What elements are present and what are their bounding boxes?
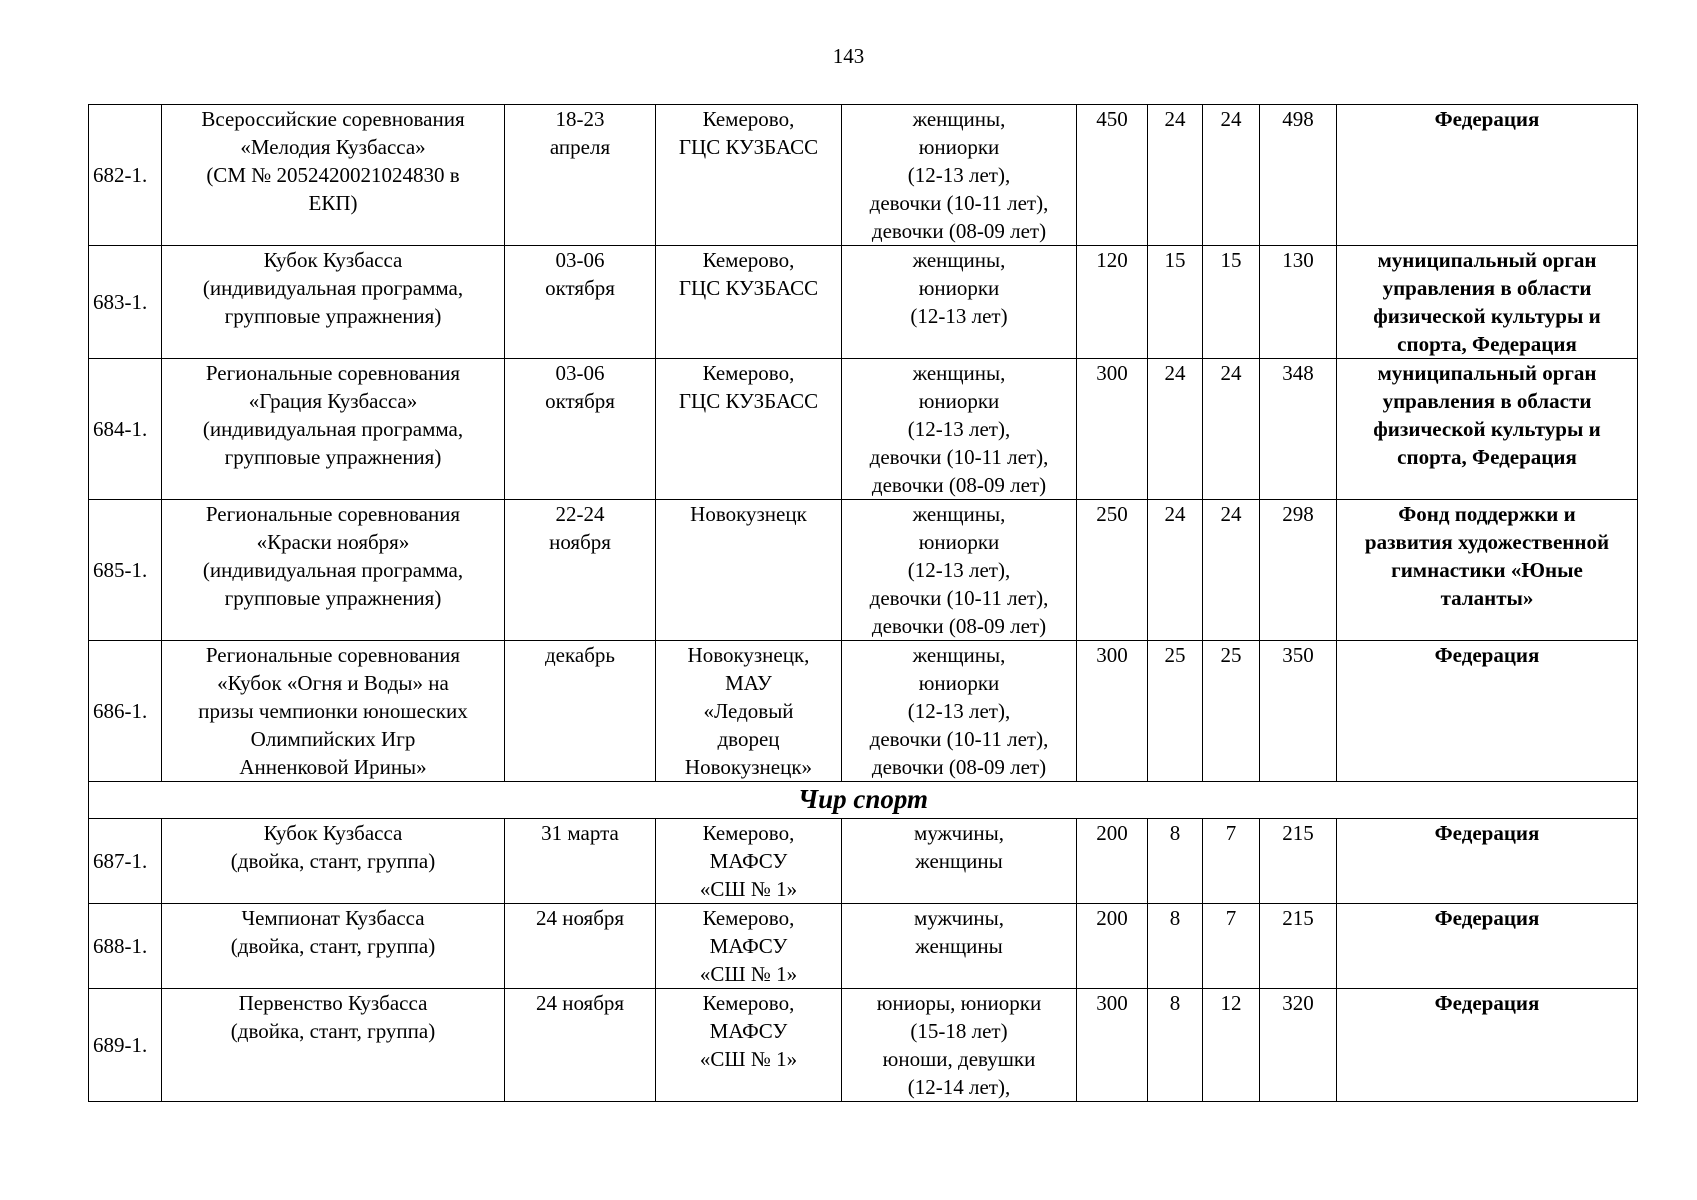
organizer-cell xyxy=(1337,500,1638,641)
table-row xyxy=(89,246,1638,359)
dates-line: ноября xyxy=(549,530,611,554)
participants-cell: 120 xyxy=(1077,246,1148,359)
event-name-cell xyxy=(162,904,505,989)
participants-cell: 300 xyxy=(1077,359,1148,500)
total-cell: 215 xyxy=(1260,819,1337,904)
table-row xyxy=(89,904,1638,989)
event-name-line: Региональные соревнования xyxy=(205,643,461,667)
groups-line: юноши, девушки xyxy=(882,1047,1036,1071)
groups-line: девочки (10-11 лет), xyxy=(869,586,1049,610)
event-name-line: групповые упражнения) xyxy=(224,586,442,610)
total-cell: 498 xyxy=(1260,105,1337,246)
organizer-line: спорта, Федерация xyxy=(1397,445,1577,469)
groups-line: девочки (08-09 лет) xyxy=(871,473,1047,497)
organizer-line: физической культуры и xyxy=(1373,304,1601,328)
count-cell: 15 xyxy=(1148,246,1203,359)
number-cell: 687-1. xyxy=(89,819,162,904)
event-name-line: «Кубок «Огня и Воды» на xyxy=(217,671,449,695)
groups-cell xyxy=(842,641,1077,782)
organizer-line: развития художественной xyxy=(1364,530,1610,554)
event-name-line: Первенство Кузбасса xyxy=(238,991,428,1015)
participants-cell: 250 xyxy=(1077,500,1148,641)
groups-line: девочки (08-09 лет) xyxy=(871,219,1047,243)
total-cell: 130 xyxy=(1260,246,1337,359)
total-cell: 350 xyxy=(1260,641,1337,782)
groups-line: девочки (10-11 лет), xyxy=(869,727,1049,751)
dates-line: октября xyxy=(545,389,615,413)
place-cell xyxy=(656,819,842,904)
count-cell: 24 xyxy=(1148,500,1203,641)
event-name-line: «Краски ноября» xyxy=(256,530,410,554)
groups-line: (12-13 лет) xyxy=(910,304,1008,328)
dates-cell xyxy=(505,641,656,782)
groups-cell xyxy=(842,246,1077,359)
event-name-cell xyxy=(162,641,505,782)
place-line: «Ледовый xyxy=(703,699,794,723)
event-name-cell xyxy=(162,500,505,641)
event-name-line: групповые упражнения) xyxy=(224,445,442,469)
organizer-cell xyxy=(1337,105,1638,246)
participants-cell: 300 xyxy=(1077,641,1148,782)
organizer-line: таланты» xyxy=(1440,586,1534,610)
place-line: ГЦС КУЗБАСС xyxy=(678,135,819,159)
count-cell: 12 xyxy=(1203,989,1260,1102)
section-row xyxy=(89,782,1638,819)
table-row xyxy=(89,500,1638,641)
place-line: МАУ xyxy=(725,671,772,695)
count-cell: 8 xyxy=(1148,989,1203,1102)
groups-cell xyxy=(842,105,1077,246)
groups-line: женщины, xyxy=(912,361,1006,385)
table-row xyxy=(89,819,1638,904)
participants-cell: 450 xyxy=(1077,105,1148,246)
place-line: «СШ № 1» xyxy=(699,877,798,901)
organizer-line: Федерация xyxy=(1434,107,1540,131)
event-name-line: Олимпийских Игр xyxy=(250,727,416,751)
dates-line: октября xyxy=(545,276,615,300)
table-row xyxy=(89,641,1638,782)
groups-line: мужчины, xyxy=(914,906,1004,930)
groups-line: (12-14 лет), xyxy=(907,1075,1011,1099)
event-name-line: Всероссийские соревнования xyxy=(201,107,465,131)
place-line: Кемерово, xyxy=(702,248,795,272)
groups-line: (12-13 лет), xyxy=(907,558,1011,582)
number-cell: 686-1. xyxy=(89,641,162,782)
organizer-line: Федерация xyxy=(1434,821,1540,845)
groups-cell xyxy=(842,500,1077,641)
groups-line: женщины, xyxy=(912,248,1006,272)
groups-line: юниорки xyxy=(918,389,1000,413)
groups-line: юниорки xyxy=(918,671,1000,695)
groups-line: юниорки xyxy=(918,276,1000,300)
organizer-cell xyxy=(1337,359,1638,500)
dates-cell xyxy=(505,989,656,1102)
place-line: дворец xyxy=(717,727,780,751)
place-line: Кемерово, xyxy=(702,361,795,385)
event-name-line: Анненковой Ирины» xyxy=(239,755,427,779)
participants-cell: 300 xyxy=(1077,989,1148,1102)
place-line: МАФСУ xyxy=(709,1019,788,1043)
table-row xyxy=(89,359,1638,500)
place-cell xyxy=(656,105,842,246)
event-name-line: (двойка, стант, группа) xyxy=(230,849,436,873)
event-name-line: (индивидуальная программа, xyxy=(202,276,464,300)
groups-line: (12-13 лет), xyxy=(907,699,1011,723)
dates-cell xyxy=(505,105,656,246)
organizer-cell xyxy=(1337,246,1638,359)
count-cell: 8 xyxy=(1148,904,1203,989)
table-row xyxy=(89,989,1638,1102)
groups-line: (12-13 лет), xyxy=(907,163,1011,187)
dates-cell xyxy=(505,500,656,641)
count-cell: 25 xyxy=(1148,641,1203,782)
event-name-line: «Мелодия Кузбасса» xyxy=(240,135,426,159)
event-name-line: (индивидуальная программа, xyxy=(202,417,464,441)
event-name-line: Кубок Кузбасса xyxy=(263,248,403,272)
dates-cell xyxy=(505,359,656,500)
place-line: «СШ № 1» xyxy=(699,1047,798,1071)
dates-line: 24 ноября xyxy=(535,991,625,1015)
number-cell: 684-1. xyxy=(89,359,162,500)
organizer-cell xyxy=(1337,989,1638,1102)
place-line: Новокузнецк xyxy=(690,502,807,526)
event-name-cell xyxy=(162,989,505,1102)
event-name-line: (двойка, стант, группа) xyxy=(230,1019,436,1043)
place-line: Кемерово, xyxy=(702,991,795,1015)
dates-line: 22-24 xyxy=(555,502,605,526)
organizer-line: Федерация xyxy=(1434,906,1540,930)
dates-line: 03-06 xyxy=(555,361,605,385)
count-cell: 24 xyxy=(1148,359,1203,500)
dates-line: 24 ноября xyxy=(535,906,625,930)
total-cell: 298 xyxy=(1260,500,1337,641)
groups-line: (12-13 лет), xyxy=(907,417,1011,441)
event-name-line: ЕКП) xyxy=(308,191,358,215)
groups-line: юниоры, юниорки xyxy=(876,991,1042,1015)
dates-line: 03-06 xyxy=(555,248,605,272)
organizer-line: Федерация xyxy=(1434,643,1540,667)
place-cell xyxy=(656,989,842,1102)
event-name-cell xyxy=(162,819,505,904)
place-line: МАФСУ xyxy=(709,849,788,873)
organizer-line: Фонд поддержки и xyxy=(1398,502,1576,526)
groups-line: женщины xyxy=(915,849,1003,873)
organizer-line: управления в области xyxy=(1382,389,1592,413)
count-cell: 24 xyxy=(1148,105,1203,246)
groups-line: мужчины, xyxy=(914,821,1004,845)
place-line: Новокузнецк» xyxy=(684,755,813,779)
count-cell: 24 xyxy=(1203,500,1260,641)
dates-cell xyxy=(505,819,656,904)
place-cell xyxy=(656,500,842,641)
dates-cell xyxy=(505,904,656,989)
place-line: МАФСУ xyxy=(709,934,788,958)
number-cell: 683-1. xyxy=(89,246,162,359)
number-cell: 688-1. xyxy=(89,904,162,989)
groups-line: девочки (10-11 лет), xyxy=(869,445,1049,469)
groups-cell xyxy=(842,989,1077,1102)
organizer-cell xyxy=(1337,904,1638,989)
count-cell: 7 xyxy=(1203,819,1260,904)
place-line: Кемерово, xyxy=(702,821,795,845)
event-name-line: Чемпионат Кузбасса xyxy=(241,906,425,930)
place-cell xyxy=(656,359,842,500)
event-name-line: (двойка, стант, группа) xyxy=(230,934,436,958)
place-cell xyxy=(656,904,842,989)
number-cell: 689-1. xyxy=(89,989,162,1102)
place-cell xyxy=(656,641,842,782)
count-cell: 8 xyxy=(1148,819,1203,904)
groups-line: женщины, xyxy=(912,502,1006,526)
section-title: Чир спорт xyxy=(89,782,1638,819)
dates-cell xyxy=(505,246,656,359)
event-name-cell xyxy=(162,359,505,500)
groups-cell xyxy=(842,819,1077,904)
event-name-cell xyxy=(162,246,505,359)
place-line: Новокузнецк, xyxy=(687,643,810,667)
organizer-line: Федерация xyxy=(1434,991,1540,1015)
total-cell: 348 xyxy=(1260,359,1337,500)
event-name-line: «Грация Кузбасса» xyxy=(248,389,418,413)
number-cell: 682-1. xyxy=(89,105,162,246)
place-line: «СШ № 1» xyxy=(699,962,798,986)
groups-line: девочки (08-09 лет) xyxy=(871,614,1047,638)
organizer-cell xyxy=(1337,819,1638,904)
groups-line: юниорки xyxy=(918,135,1000,159)
organizer-line: физической культуры и xyxy=(1373,417,1601,441)
table-row xyxy=(89,105,1638,246)
place-line: ГЦС КУЗБАСС xyxy=(678,276,819,300)
groups-line: девочки (10-11 лет), xyxy=(869,191,1049,215)
groups-cell xyxy=(842,359,1077,500)
dates-line: 18-23 xyxy=(555,107,605,131)
place-line: Кемерово, xyxy=(702,107,795,131)
dates-line: 31 марта xyxy=(541,821,619,845)
total-cell: 320 xyxy=(1260,989,1337,1102)
participants-cell: 200 xyxy=(1077,819,1148,904)
dates-line: декабрь xyxy=(545,643,615,667)
organizer-line: управления в области xyxy=(1382,276,1592,300)
event-name-line: Региональные соревнования xyxy=(205,502,461,526)
place-cell xyxy=(656,246,842,359)
number-cell: 685-1. xyxy=(89,500,162,641)
event-name-line: Кубок Кузбасса xyxy=(263,821,403,845)
dates-line: апреля xyxy=(549,135,611,159)
place-line: ГЦС КУЗБАСС xyxy=(678,389,819,413)
participants-cell: 200 xyxy=(1077,904,1148,989)
organizer-line: муниципальный орган xyxy=(1377,361,1597,385)
groups-cell xyxy=(842,904,1077,989)
count-cell: 15 xyxy=(1203,246,1260,359)
organizer-cell xyxy=(1337,641,1638,782)
total-cell: 215 xyxy=(1260,904,1337,989)
event-name-line: Региональные соревнования xyxy=(205,361,461,385)
count-cell: 25 xyxy=(1203,641,1260,782)
count-cell: 7 xyxy=(1203,904,1260,989)
groups-line: женщины xyxy=(915,934,1003,958)
groups-line: женщины, xyxy=(912,643,1006,667)
groups-line: женщины, xyxy=(912,107,1006,131)
organizer-line: спорта, Федерация xyxy=(1397,332,1577,356)
event-name-line: призы чемпионки юношеских xyxy=(198,699,468,723)
event-name-line: групповые упражнения) xyxy=(224,304,442,328)
count-cell: 24 xyxy=(1203,359,1260,500)
groups-line: (15-18 лет) xyxy=(910,1019,1008,1043)
table-body xyxy=(89,105,1638,1102)
event-name-line: (СМ № 2052420021024830 в xyxy=(206,163,460,187)
event-name-cell xyxy=(162,105,505,246)
groups-line: девочки (08-09 лет) xyxy=(871,755,1047,779)
event-name-line: (индивидуальная программа, xyxy=(202,558,464,582)
organizer-line: гимнастики «Юные xyxy=(1391,558,1583,582)
groups-line: юниорки xyxy=(918,530,1000,554)
events-table xyxy=(88,104,1638,1102)
organizer-line: муниципальный орган xyxy=(1377,248,1597,272)
place-line: Кемерово, xyxy=(702,906,795,930)
page-number: 143 xyxy=(832,44,865,68)
count-cell: 24 xyxy=(1203,105,1260,246)
